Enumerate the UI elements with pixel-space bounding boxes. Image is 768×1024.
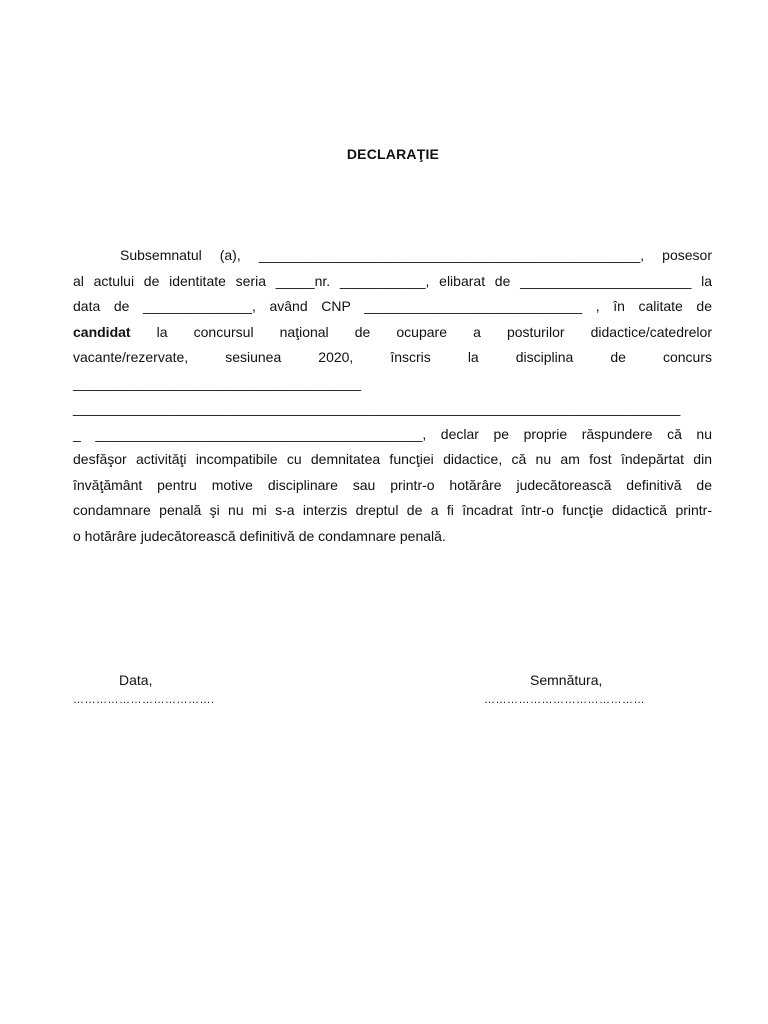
body-line-9: desfăşor activităţi incompatibile cu demnitatea funcţiei didactice, că nu am fost îndepărtat din <box>73 451 712 467</box>
signature-dotted-line: …………………………………… <box>484 694 645 706</box>
body-line-8: _ __________________________________________, declar pe proprie răspundere că nu <box>73 426 712 442</box>
body-line-5: vacante/rezervate, sesiunea 2020, înscris la disciplina de concurs <box>73 349 712 365</box>
body-line-2: al actului de identitate seria _____nr. ___________, elibarat de ______________________ la <box>73 273 712 289</box>
body-line-3: data de ______________, având CNP ____________________________ , în calitate de <box>73 298 712 314</box>
document-title: DECLARAŢIE <box>346 146 440 162</box>
date-dotted-line: ………………………………. <box>73 694 215 706</box>
body-line-7: ______________________________________________________________________________ <box>73 400 681 416</box>
body-line-11: condamnare penală şi nu mi s-a interzis dreptul de a fi încadrat într-o funcţie didactică printr- <box>73 502 712 518</box>
body-line-1: Subsemnatul (a), _________________________________________________, posesor <box>120 247 712 263</box>
body-line-6: _____________________________________ <box>73 375 362 391</box>
date-label: Data, <box>119 672 153 688</box>
candidate-keyword: candidat <box>73 324 131 340</box>
signature-label: Semnătura, <box>530 672 603 688</box>
body-line-4 <box>73 323 712 341</box>
body-line-4-rest: la concursul naţional de ocupare a posturilor didactice/catedrelor <box>130 324 712 340</box>
body-line-12: o hotărâre judecătorească definitivă de condamnare penală. <box>73 528 446 544</box>
body-line-10: învăţământ pentru motive disciplinare sau printr-o hotărâre judecătorească definitivă de <box>73 477 712 493</box>
